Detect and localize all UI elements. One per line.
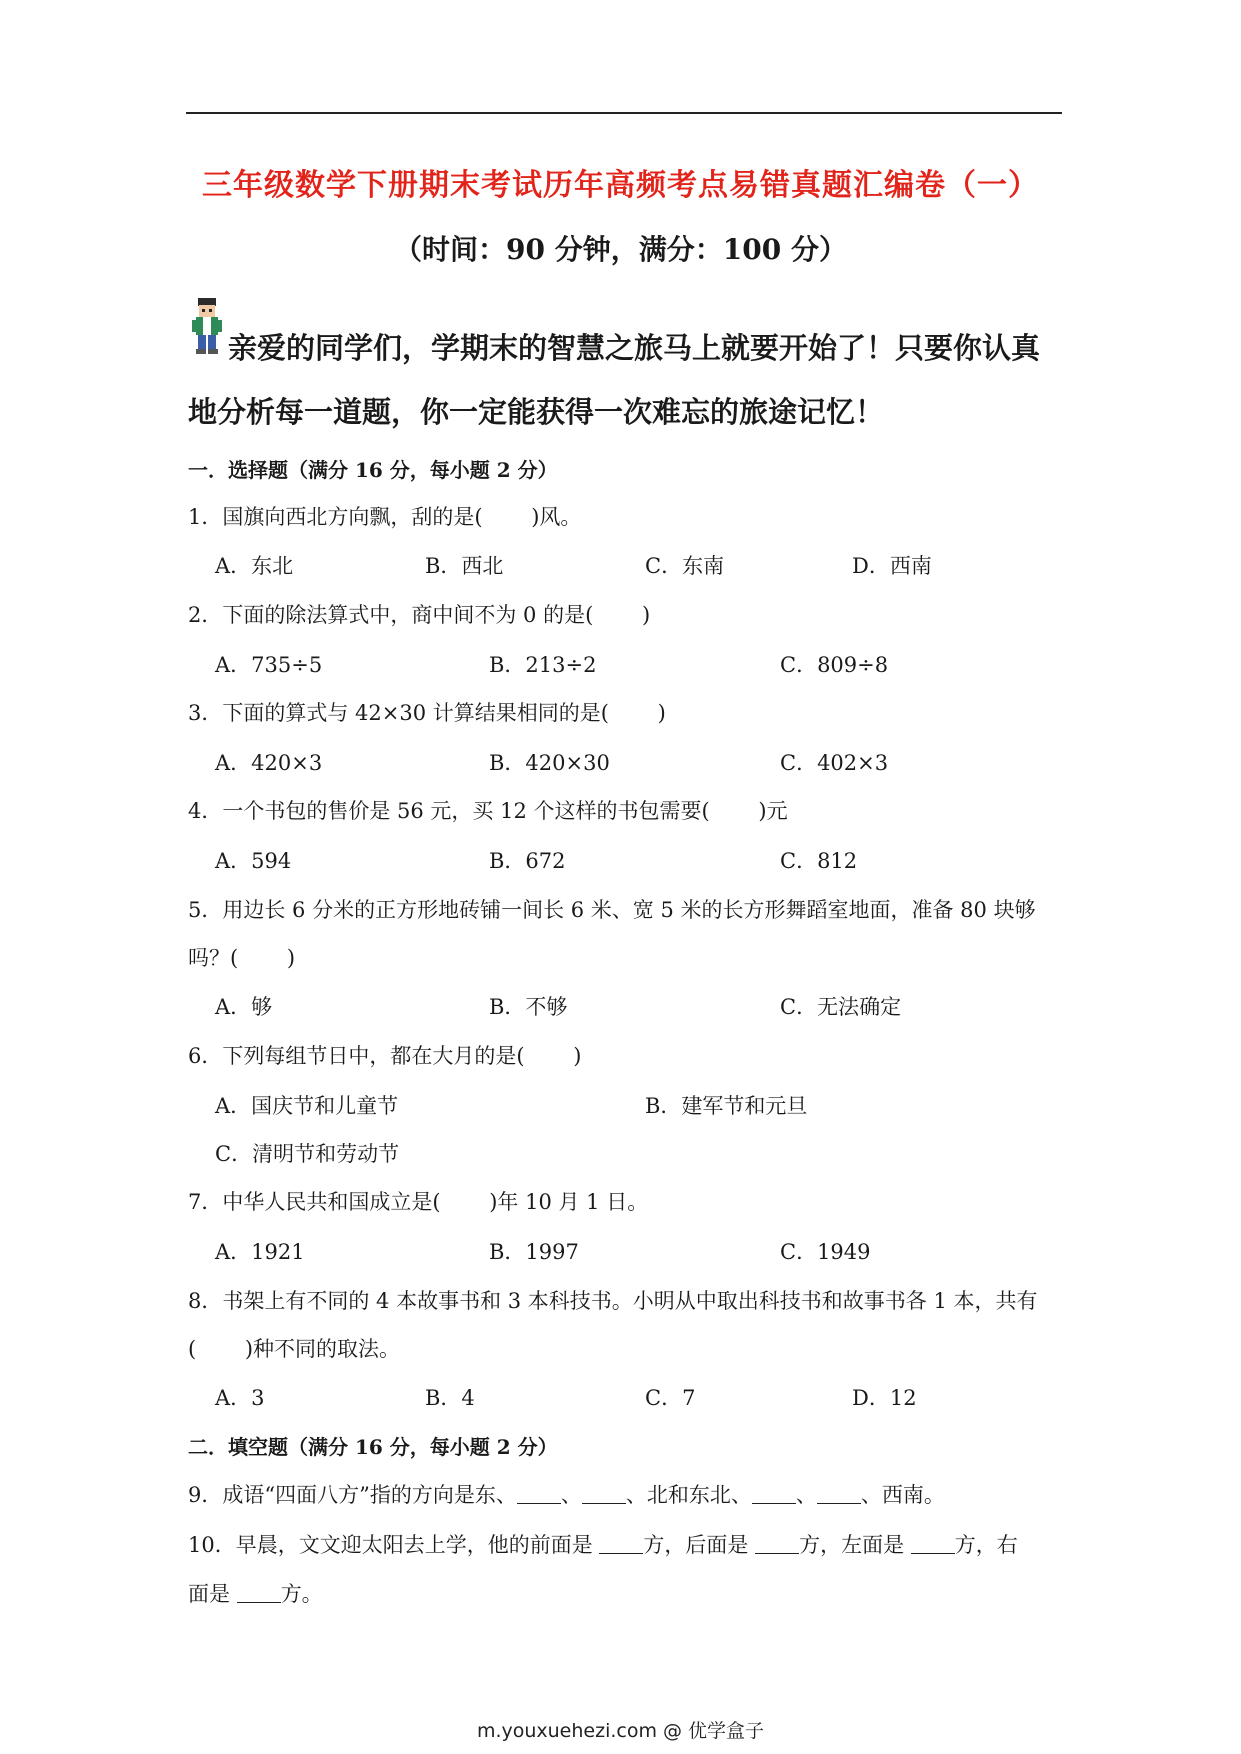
question-9: 9．成语“四面八方”指的方向是东、 、 、北和东北、 、 、西南。 xyxy=(188,1483,945,1507)
answer-blank[interactable] xyxy=(517,1482,561,1504)
answer-blank[interactable] xyxy=(911,1532,955,1554)
q4-option-a: A．594 xyxy=(215,849,292,873)
question-5: 5．用边长 6 分米的正方形地砖铺一间长 6 米、宽 5 米的长方形舞蹈室地面，准备 80 块够 xyxy=(188,898,1036,922)
q1-option-a: A．东北 xyxy=(215,554,294,578)
answer-blank[interactable] xyxy=(752,1482,796,1504)
q3-option-a: A．420×3 xyxy=(215,751,323,775)
question-10-cont: 面是 方。 xyxy=(188,1582,323,1606)
q1-option-d: D．西南 xyxy=(852,554,932,578)
q2-option-c: C．809÷8 xyxy=(780,653,889,677)
q6-option-c: C．清明节和劳动节 xyxy=(215,1142,400,1166)
answer-blank[interactable] xyxy=(599,1532,643,1554)
intro-line-2: 地分析每一道题，你一定能获得一次难忘的旅途记忆！ xyxy=(188,395,885,429)
question-4: 4．一个书包的售价是 56 元，买 12 个这样的书包需要( )元 xyxy=(188,799,788,823)
q5-option-b: B．不够 xyxy=(489,995,568,1019)
q7-option-b: B．1997 xyxy=(489,1240,579,1264)
q6-option-b: B．建军节和元旦 xyxy=(645,1094,808,1118)
question-5-cont: 吗？( ) xyxy=(188,946,296,970)
student-mascot-icon xyxy=(190,296,224,356)
q2-option-b: B．213÷2 xyxy=(489,653,597,677)
q4-option-b: B．672 xyxy=(489,849,566,873)
q5-option-a: A．够 xyxy=(215,995,273,1019)
q7-option-a: A．1921 xyxy=(215,1240,305,1264)
question-3: 3．下面的算式与 42×30 计算结果相同的是( ) xyxy=(188,701,666,725)
header-rule xyxy=(186,112,1062,114)
q8-option-d: D．12 xyxy=(852,1386,917,1410)
q8-option-a: A．3 xyxy=(215,1386,265,1410)
q1-option-b: B．西北 xyxy=(425,554,504,578)
q1-option-c: C．东南 xyxy=(645,554,725,578)
answer-blank[interactable] xyxy=(817,1482,861,1504)
answer-blank[interactable] xyxy=(237,1581,281,1603)
q2-option-a: A．735÷5 xyxy=(215,653,323,677)
q3-option-c: C．402×3 xyxy=(780,751,889,775)
intro-line-1: 亲爱的同学们，学期末的智慧之旅马上就要开始了！只要你认真 xyxy=(228,331,1041,365)
section-2-title: 二．填空题（满分 16 分，每小题 2 分） xyxy=(188,1435,558,1459)
question-8-cont: ( )种不同的取法。 xyxy=(188,1337,401,1361)
answer-blank[interactable] xyxy=(755,1532,799,1554)
question-2: 2．下面的除法算式中，商中间不为 0 的是( ) xyxy=(188,603,651,627)
exam-info: （时间：90 分钟，满分：100 分） xyxy=(394,233,847,266)
answer-blank[interactable] xyxy=(582,1482,626,1504)
section-1-title: 一．选择题（满分 16 分，每小题 2 分） xyxy=(188,458,558,482)
q7-option-c: C．1949 xyxy=(780,1240,871,1264)
q3-option-b: B．420×30 xyxy=(489,751,610,775)
q8-option-b: B．4 xyxy=(425,1386,475,1410)
footer-source: m.youxuehezi.com @ 优学盒子 xyxy=(476,1720,765,1742)
q6-option-a: A．国庆节和儿童节 xyxy=(215,1094,399,1118)
q8-option-c: C．7 xyxy=(645,1386,696,1410)
question-7: 7．中华人民共和国成立是( )年 10 月 1 日。 xyxy=(188,1190,649,1214)
question-1: 1．国旗向西北方向飘，刮的是( )风。 xyxy=(188,505,582,529)
question-6: 6．下列每组节日中，都在大月的是( ) xyxy=(188,1044,582,1068)
page-title: 三年级数学下册期末考试历年高频考点易错真题汇编卷（一） xyxy=(202,168,1039,203)
question-8: 8．书架上有不同的 4 本故事书和 3 本科技书。小明从中取出科技书和故事书各 1 本，共有 xyxy=(188,1289,1038,1313)
q5-option-c: C．无法确定 xyxy=(780,995,902,1019)
question-10: 10．早晨，文文迎太阳去上学，他的前面是 方，后面是 方，左面是 方，右 xyxy=(188,1533,1018,1557)
q4-option-c: C．812 xyxy=(780,849,858,873)
